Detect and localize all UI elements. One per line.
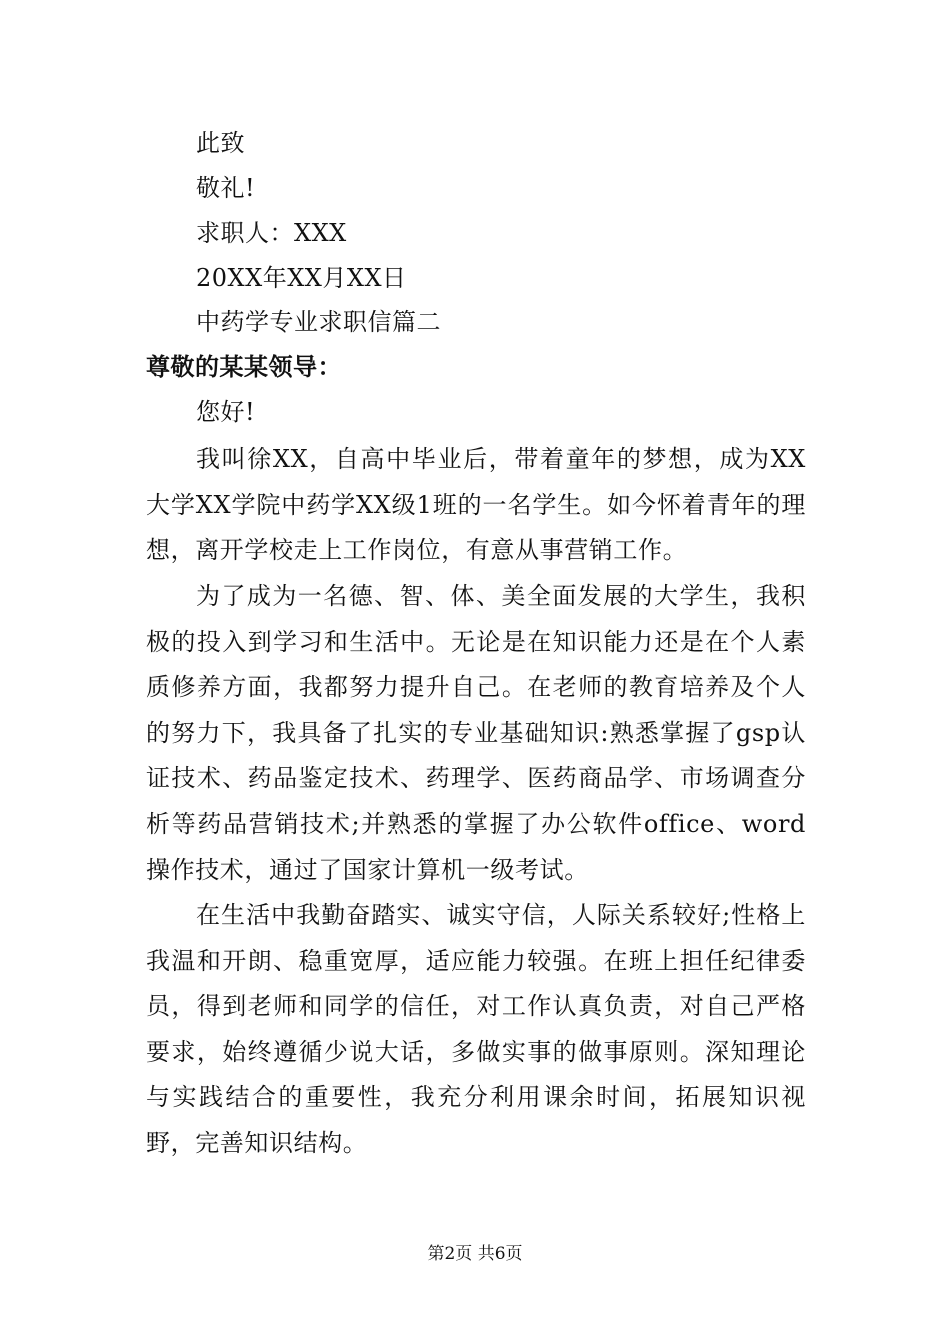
letter-date: 20XX年XX月XX日: [196, 264, 407, 292]
greeting: 您好!: [196, 398, 256, 426]
paragraph-2: 为了成为一名德、智、体、美全面发展的大学生，我积极的投入到学习和生活中。无论是在知识能力还是在个人素质修养方面，我都努力提升自己。在老师的教育培养及个人的努力下，我具备了扎实的专业基础知识:熟悉掌握了gsp认证技术、药品鉴定技术、药理学、医药商品学、市场调查分析等药品营销技术;并熟悉的掌握了办公软件office、word操作技术，通过了国家计算机一级考试。: [146, 582, 806, 884]
salutation: 尊敬的某某领导：: [146, 353, 342, 381]
closing-line-2: 敬礼!: [196, 174, 256, 202]
page-footer: 第2页 共6页: [427, 1244, 523, 1264]
paragraph-3: 在生活中我勤奋踏实、诚实守信，人际关系较好;性格上我温和开朗、稳重宽厚，适应能力较强。在班上担任纪律委员，得到老师和同学的信任，对工作认真负责，对自己严格要求，始终遵循少说大话，多做实事的做事原则。深知理论与实践结合的重要性，我充分利用课余时间，拓展知识视野，完善知识结构。: [146, 901, 806, 1157]
paragraph-1: 我叫徐XX，自高中毕业后，带着童年的梦想，成为XX大学XX学院中药学XX级1班的一名学生。如今怀着青年的理想，离开学校走上工作岗位，有意从事营销工作。: [146, 445, 806, 565]
applicant-signature: 求职人：XXX: [196, 219, 347, 247]
section-title: 中药学专业求职信篇二: [196, 308, 441, 336]
closing-line-1: 此致: [196, 129, 245, 157]
